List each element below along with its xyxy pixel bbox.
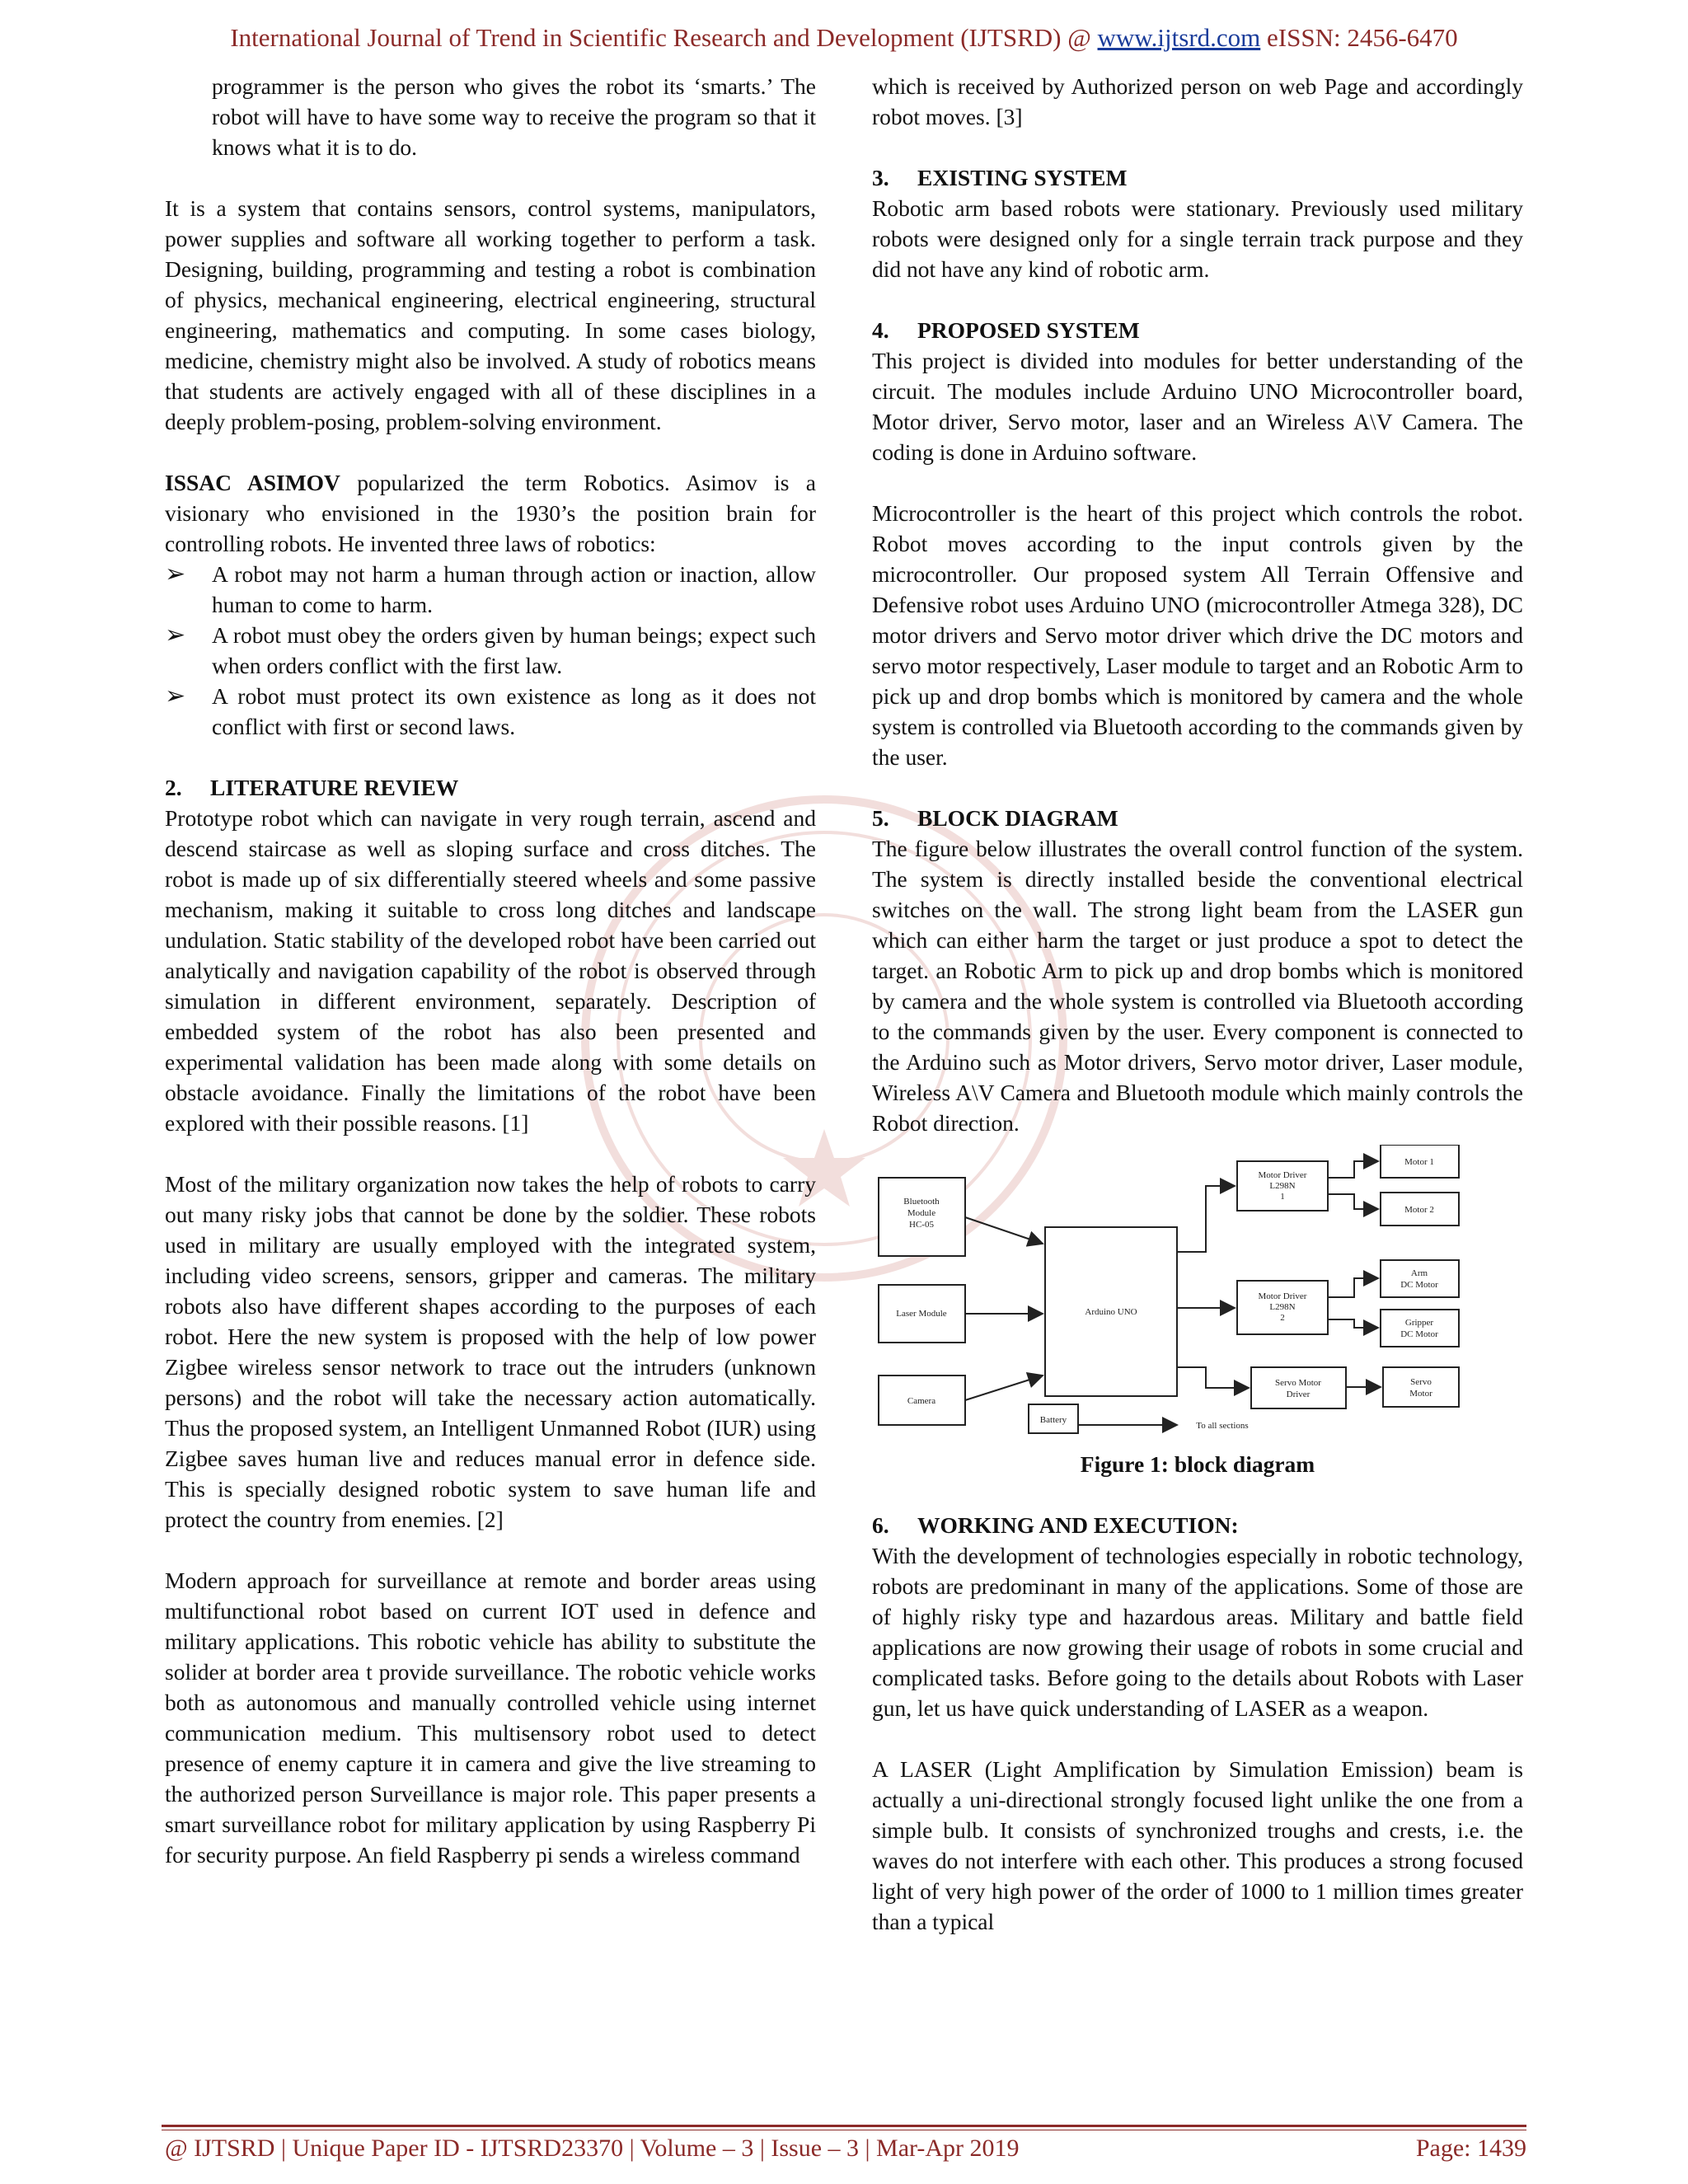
footer-rule-thick — [162, 2125, 1526, 2127]
section-number: 2. — [165, 775, 182, 800]
section-number: 5. — [872, 805, 889, 831]
arrow-bullet-icon: ➢ — [165, 682, 186, 710]
footer-citation: @ IJTSRD | Unique Paper ID - IJTSRD23370 | Volume – 3 | Issue – 3 | Mar-Apr 2019 — [165, 2135, 1020, 2162]
motor-driver-2-label: 2 — [1280, 1313, 1285, 1323]
arrow-bullet-icon: ➢ — [165, 560, 186, 588]
list-item — [165, 681, 816, 742]
servo-motor-driver-block — [1251, 1367, 1346, 1408]
continuation-paragraph: which is received by Authorized person on web Page and accordingly robot moves. [3] — [872, 73, 1523, 129]
running-header — [0, 23, 1688, 53]
gripper-motor-label: DC Motor — [1400, 1329, 1438, 1339]
section-title: WORKING AND EXECUTION: — [917, 1512, 1239, 1538]
proposed-paragraph-1: This project is divided into modules for better understanding of the circuit. The modules include Arduino UNO Microcontroller board, Motor driver, Servo motor, laser and an Wireless A\V Camera. The coding is done in Arduino software. — [872, 348, 1523, 465]
gripper-motor-label: Gripper — [1404, 1318, 1434, 1328]
literature-paragraph-1: Prototype robot which can navigate in very rough terrain, ascend and descend staircase as well as sloping surface and cross ditches. The robot is made up of six differentially steered wheels and some passive mechanism, making it suitable to cross long ditches and landscape undulation. Static stability of the developed robot have been carried out analytically and navigation capability of the robot is observed through simulation in different environment, separately. Description of embedded system of the robot has also been presented and experimental validation has been made along with some details on obstacle avoidance. Finally the limitations of the robot have been explored with their possible reasons. [1] — [165, 805, 816, 1136]
servo-motor-block — [1383, 1367, 1459, 1407]
intro-continuation: programmer is the person who gives the robot its ‘smarts.’ The robot will have to have some way to receive the program so that it knows what it is to do. — [212, 73, 816, 160]
proposed-paragraph-2: Microcontroller is the heart of this project which controls the robot. Robot moves according to the input controls given by the microcontroller. Our proposed system All Terrain Offensive and Defensive robot uses Arduino UNO (microcontroller Atmega 328), DC motor drivers and Servo motor driver which drive the DC motors and servo motor respectively, Laser module to target and an Robotic Arm to pick up and drop bombs which is monitored by camera and the whole system is controlled via Bluetooth according to the commands given by the user. — [872, 500, 1523, 770]
motor-driver-2-label: Motor Driver — [1258, 1291, 1307, 1301]
arm-dc-motor-block — [1381, 1260, 1459, 1297]
section-heading-proposed-system — [872, 315, 1523, 345]
servo-driver-label: Driver — [1286, 1390, 1311, 1399]
bluetooth-label: Module — [907, 1208, 936, 1218]
running-footer — [165, 2135, 1526, 2163]
section-title: EXISTING SYSTEM — [917, 165, 1128, 190]
list-item — [165, 620, 816, 681]
gripper-dc-motor-block — [1381, 1310, 1459, 1347]
motor-driver-1-label: 1 — [1280, 1192, 1285, 1202]
section-title: LITERATURE REVIEW — [210, 775, 459, 800]
section-heading-existing-system — [872, 162, 1523, 193]
section-title: BLOCK DIAGRAM — [917, 805, 1118, 831]
camera-label: Camera — [907, 1396, 936, 1406]
section-number: 3. — [872, 165, 889, 190]
arduino-label: Arduino UNO — [1085, 1307, 1137, 1317]
existing-system-paragraph: Robotic arm based robots were stationary. Previously used military robots were designed only for a single terrain track purpose and they did not have any kind of robotic arm. — [872, 195, 1523, 282]
right-column — [872, 71, 1523, 1967]
journal-url-link[interactable]: www.ijtsrd.com — [1097, 23, 1261, 52]
section-heading-working — [872, 1510, 1523, 1540]
motor-driver-2-label: L298N — [1269, 1302, 1296, 1312]
laser-label: Laser Module — [896, 1309, 947, 1319]
arrow-bullet-icon: ➢ — [165, 621, 186, 649]
law-text: A robot must obey the orders given by human beings; expect such when orders conflict with the first law. — [212, 622, 816, 678]
block-diagram-paragraph: The figure below illustrates the overall control function of the system. The system is directly installed beside the conventional electrical switches on the wall. The strong light beam from the LASER gun which can either harm the target or just produce a spot to detect the target. an Robotic Arm to pick up and drop bombs which is monitored by camera and the whole system is controlled via Bluetooth according to the commands given by the user. Every component is connected to the Arduino such as Motor drivers, Servo motor driver, Laser module, Wireless A\V Camera and Bluetooth module which mainly controls the Robot direction. — [872, 836, 1523, 1136]
section-title: PROPOSED SYSTEM — [917, 317, 1140, 343]
paragraph-asimov — [165, 467, 816, 559]
left-column — [165, 71, 816, 1900]
servo-motor-label: Motor — [1409, 1389, 1432, 1399]
section-number: 6. — [872, 1512, 889, 1538]
motor-2-label: Motor 2 — [1404, 1205, 1434, 1215]
bluetooth-label: Bluetooth — [903, 1197, 940, 1207]
battery-label: Battery — [1039, 1415, 1067, 1425]
working-paragraph-2: A LASER (Light Amplification by Simulation Emission) beam is actually a uni-directional strongly focused light unlike the one from a simple bulb. It consists of synchronized troughs and crests, i.e. the waves do not interfere with each other. This produces a strong focused light of very high power of the order of 1000 to 1 million times greater than a typical — [872, 1756, 1523, 1934]
issn: eISSN: 2456-6470 — [1260, 23, 1458, 52]
paragraph-system: It is a system that contains sensors, control systems, manipulators, power supplies and software all working together to perform a task. Designing, building, programming and testing a robot is combination of physics, mechanical engineering, electrical engineering, structural engineering, mathematics and computing. In some cases biology, medicine, chemistry might also be involved. A study of robotics means that students are actively engaged with all of these disciplines in a deeply problem-posing, problem-solving environment. — [165, 195, 816, 434]
bluetooth-label: HC-05 — [909, 1220, 934, 1230]
section-heading-literature-review — [165, 772, 816, 803]
block-diagram-svg — [872, 1145, 1523, 1441]
all-sections-label: To all sections — [1196, 1421, 1249, 1431]
block-diagram-figure — [872, 1145, 1523, 1449]
servo-driver-label: Servo Motor — [1275, 1378, 1321, 1388]
motor-driver-1-label: L298N — [1269, 1181, 1296, 1191]
servo-motor-label: Servo — [1410, 1377, 1432, 1387]
arm-motor-label: DC Motor — [1400, 1280, 1438, 1290]
law-text: A robot must protect its own existence as long as it does not conflict with first or second laws. — [212, 683, 816, 739]
figure-caption: Figure 1: block diagram — [1080, 1451, 1315, 1477]
motor-driver-1-label: Motor Driver — [1258, 1170, 1307, 1180]
literature-paragraph-3: Modern approach for surveillance at remote and border areas using multifunctional robot based on current IOT used in defence and military applications. This robotic vehicle has ability to substitute the solider at border area t provide surveillance. The robotic vehicle works both as autonomous and manually controlled vehicle using internet communication medium. This multisensory robot used to detect presence of enemy capture it in camera and give the live streaming to the authorized person Surveillance is major role. This paper presents a smart surveillance robot for military application by using Raspberry Pi for security purpose. An field Raspberry pi sends a wireless command — [165, 1568, 816, 1868]
asimov-name: ISSAC ASIMOV — [165, 470, 340, 495]
motor-1-label: Motor 1 — [1404, 1157, 1434, 1167]
robotics-laws-list — [165, 559, 816, 742]
page-number: Page: 1439 — [1415, 2135, 1526, 2162]
list-item — [165, 559, 816, 620]
arm-motor-label: Arm — [1410, 1268, 1428, 1278]
section-heading-block-diagram — [872, 803, 1523, 833]
literature-paragraph-2: Most of the military organization now takes the help of robots to carry out many risky jobs that cannot be done by the soldier. These robots used in military are usually employed with the integrated system, including video screens, sensors, gripper and cameras. The military robots also have different shapes according to the purposes of each robot. Here the new system is proposed with the help of low power Zigbee wireless sensor network to trace out the intruders (unknown persons) and the robot will take the necessary action automatically. Thus the proposed system, an Intelligent Unmanned Robot (IUR) using Zigbee saves human live and reduces manual error in defence side. This is specially designed robotic system to save human life and protect the country from enemies. [2] — [165, 1171, 816, 1532]
journal-name: International Journal of Trend in Scientific Research and Development (IJTSRD) @ — [230, 23, 1098, 52]
asimov-text: popularized the term Robotics. Asimov is a visionary who envisioned in the 1930’s the position brain for controlling robots. He invented three laws of robotics: — [165, 470, 816, 556]
working-paragraph-1: With the development of technologies especially in robotic technology, robots are predominant in many of the applications. Some of those are of highly risky type and hazardous areas. Military and battle field applications are now growing their usage of robots in some crucial and complicated tasks. Before going to the details about Robots with Laser gun, let us have quick understanding of LASER as a weapon. — [872, 1543, 1523, 1721]
section-number: 4. — [872, 317, 889, 343]
law-text: A robot may not harm a human through action or inaction, allow human to come to harm. — [212, 561, 816, 617]
